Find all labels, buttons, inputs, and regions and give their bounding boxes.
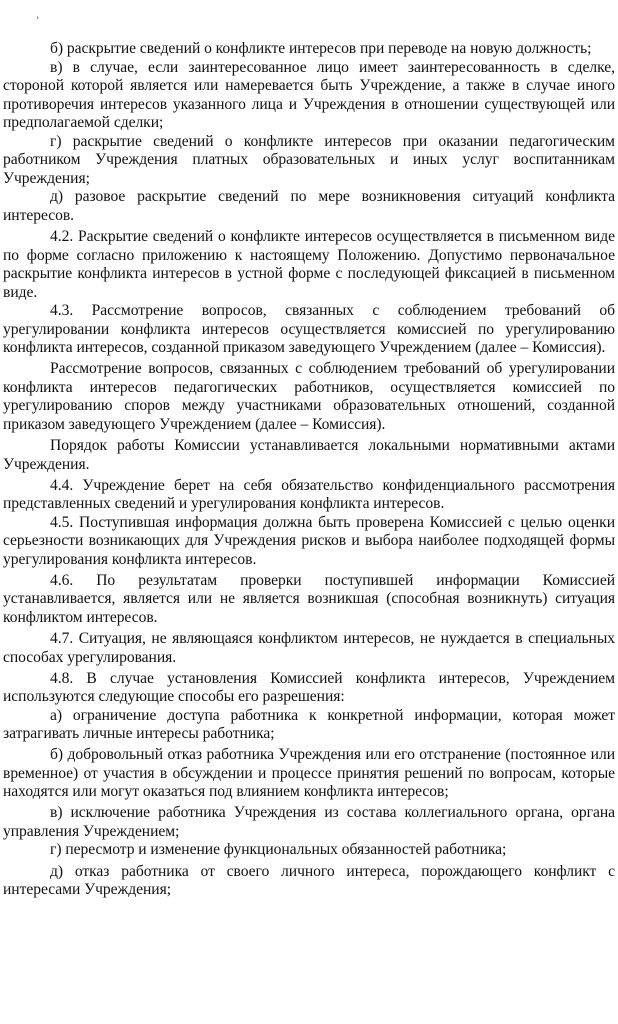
paragraph-4-8: 4.8. В случае установления Комиссией конфликта интересов, Учреждением используются следующие способы его разрешения: — [3, 669, 615, 706]
paragraph-v-deal: в) в случае, если заинтересованное лицо имеет заинтересованность в сделке, стороной которой является или намеревается быть Учреждение, а также в случае иного противоречия интересов указанного лица и Учреждения в отношении существующей или предполагаемой сделки; — [3, 58, 615, 132]
paragraph-4-2: 4.2. Раскрытие сведений о конфликте интересов осуществляется в письменном виде по форме согласно приложению к настоящему Положению. Допустимо первоначальное раскрытие конфликта интересов в устной форме с последующей фиксацией в письменном виде. — [3, 227, 615, 301]
paragraph-d-one-time: д) разовое раскрытие сведений по мере возникновения ситуаций конфликта интересов. — [3, 188, 615, 224]
paragraph-d-interest: д) отказ работника от своего личного интереса, порождающего конфликт с интересами Учреждения; — [3, 862, 615, 899]
paragraph-b-refusal: б) добровольный отказ работника Учреждения или его отстранение (постоянное или временное) от участия в обсуждении и процессе принятия решений по вопросам, которые находятся или могут оказаться под влиянием конфликта интересов; — [3, 746, 615, 801]
paragraph-4-3-procedure: Порядок работы Комиссии устанавливается локальными нормативными актами Учреждения. — [3, 436, 615, 473]
corner-mark: › — [36, 12, 39, 22]
paragraph-b-transfer: б) раскрытие сведений о конфликте интересов при переводе на новую должность; — [50, 40, 592, 57]
paragraph-4-3: 4.3. Рассмотрение вопросов, связанных с соблюдением требований об урегулировании конфликта интересов осуществляется комиссией по урегулированию конфликта интересов, созданной приказом заведующего Учреждением (далее – Комиссия). — [3, 302, 615, 357]
paragraph-4-7: 4.7. Ситуация, не являющаяся конфликтом интересов, не нуждается в специальных способах урегулирования. — [3, 629, 615, 666]
paragraph-4-3-teachers: Рассмотрение вопросов, связанных с соблюдением требований об урегулировании конфликта интересов педагогических работников, осуществляется комиссией по урегулированию споров между участниками образовательных отношений, созданной приказом заведующего Учреждением (далее – Комиссия). — [3, 360, 615, 433]
paragraph-4-4: 4.4. Учреждение берет на себя обязательство конфиденциального рассмотрения представленных сведений и урегулирования конфликта интересов. — [3, 476, 615, 513]
paragraph-a-access: а) ограничение доступа работника к конкретной информации, которая может затрагивать личные интересы работника; — [3, 706, 615, 743]
document-body — [3, 40, 615, 900]
paragraph-4-6: 4.6. По результатам проверки поступившей информации Комиссией устанавливается, является или не является возникшая (способная возникнуть) ситуация конфликтом интересов. — [3, 571, 615, 626]
paragraph-4-5: 4.5. Поступившая информация должна быть проверена Комиссией с целью оценки серьезности возникающих для Учреждения рисков и выбора наиболее подходящей формы урегулирования конфликта интересов. — [3, 513, 615, 568]
paragraph-v-exclusion: в) исключение работника Учреждения из состава коллегиального органа, органа управления Учреждением; — [3, 804, 615, 840]
paragraph-g-paid-services: г) раскрытие сведений о конфликте интересов при оказании педагогическим работником Учреждения платных образовательных и иных услуг воспитанникам Учреждения; — [3, 132, 615, 187]
paragraph-g-revision: г) пересмотр и изменение функциональных обязанностей работника; — [50, 841, 507, 859]
